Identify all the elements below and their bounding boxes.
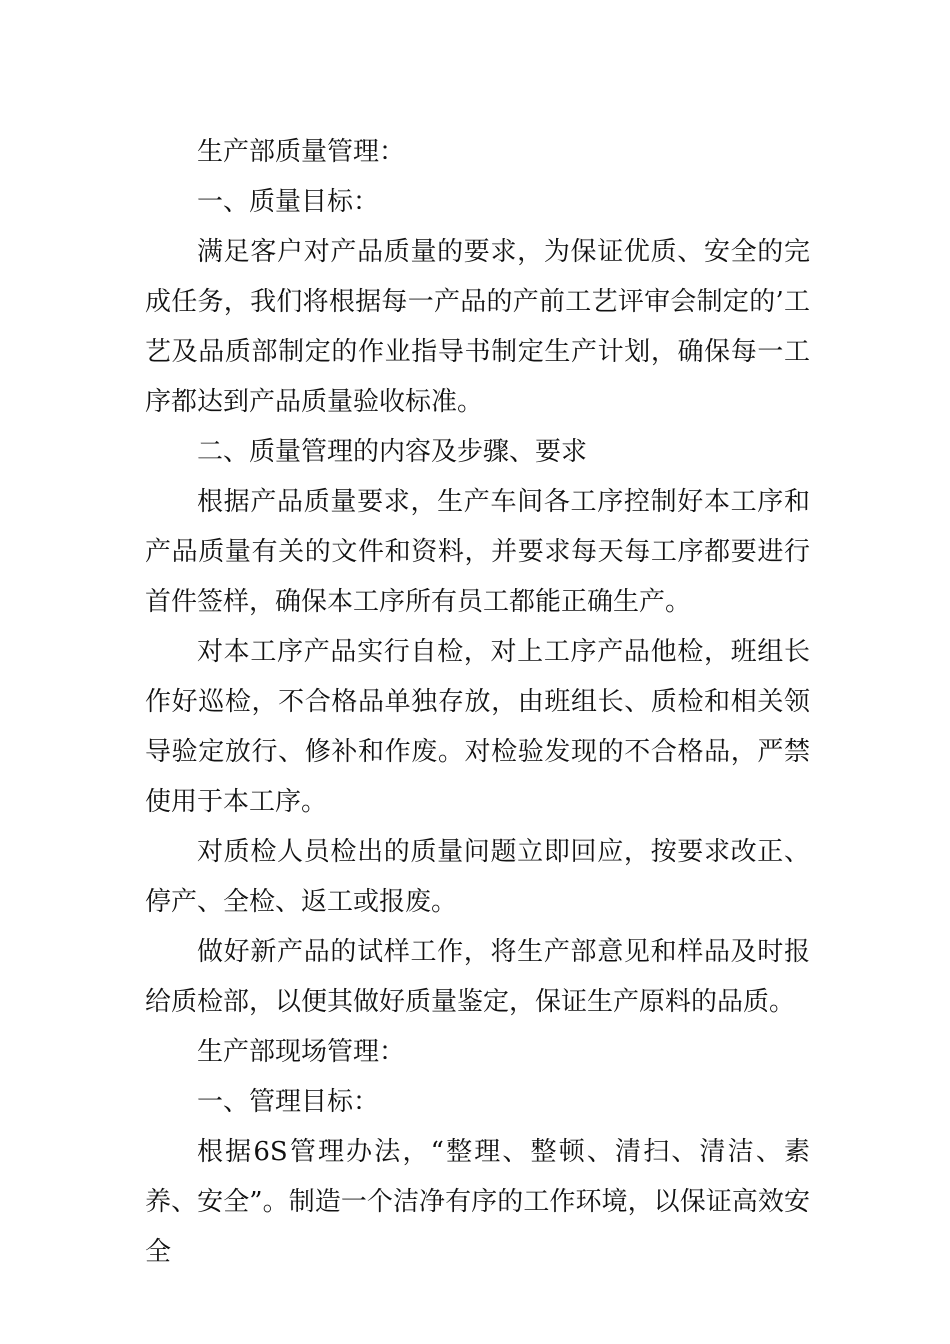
document-body bbox=[145, 127, 810, 1277]
paragraph-quality-goal: 满足客户对产品质量的要求，为保证优质、安全的完成任务，我们将根据每一产品的产前工艺评审会制定的’工艺及品质部制定的作业指导书制定生产计划，确保每一工序都达到产品质量验收标准。 bbox=[145, 237, 810, 417]
subheading-quality-goal: 一、质量目标： bbox=[197, 187, 380, 217]
section-heading-site: 生产部现场管理： bbox=[197, 1037, 406, 1067]
paragraph-6s: 根据6S管理办法，“整理、整顿、清扫、清洁、素养、安全”。制造一个洁净有序的工作环境，以保证高效安全 bbox=[145, 1137, 810, 1267]
paragraph-new-product-trial: 做好新产品的试样工作，将生产部意见和样品及时报给质检部，以便其做好质量鉴定，保证生产原料的品质。 bbox=[145, 937, 810, 1017]
section-heading-quality: 生产部质量管理： bbox=[197, 137, 406, 167]
paragraph-quality-response: 对质检人员检出的质量问题立即回应，按要求改正、停产、全检、返工或报废。 bbox=[145, 837, 810, 917]
paragraph-quality-documents: 根据产品质量要求，生产车间各工序控制好本工序和产品质量有关的文件和资料，并要求每天每工序都要进行首件签样，确保本工序所有员工都能正确生产。 bbox=[145, 487, 810, 617]
subheading-quality-content: 二、质量管理的内容及步骤、要求 bbox=[197, 437, 588, 467]
paragraph-self-inspection: 对本工序产品实行自检，对上工序产品他检，班组长作好巡检，不合格品单独存放，由班组长、质检和相关领导验定放行、修补和作废。对检验发现的不合格品，严禁使用于本工序。 bbox=[145, 637, 810, 817]
subheading-site-goal: 一、管理目标： bbox=[197, 1087, 380, 1117]
